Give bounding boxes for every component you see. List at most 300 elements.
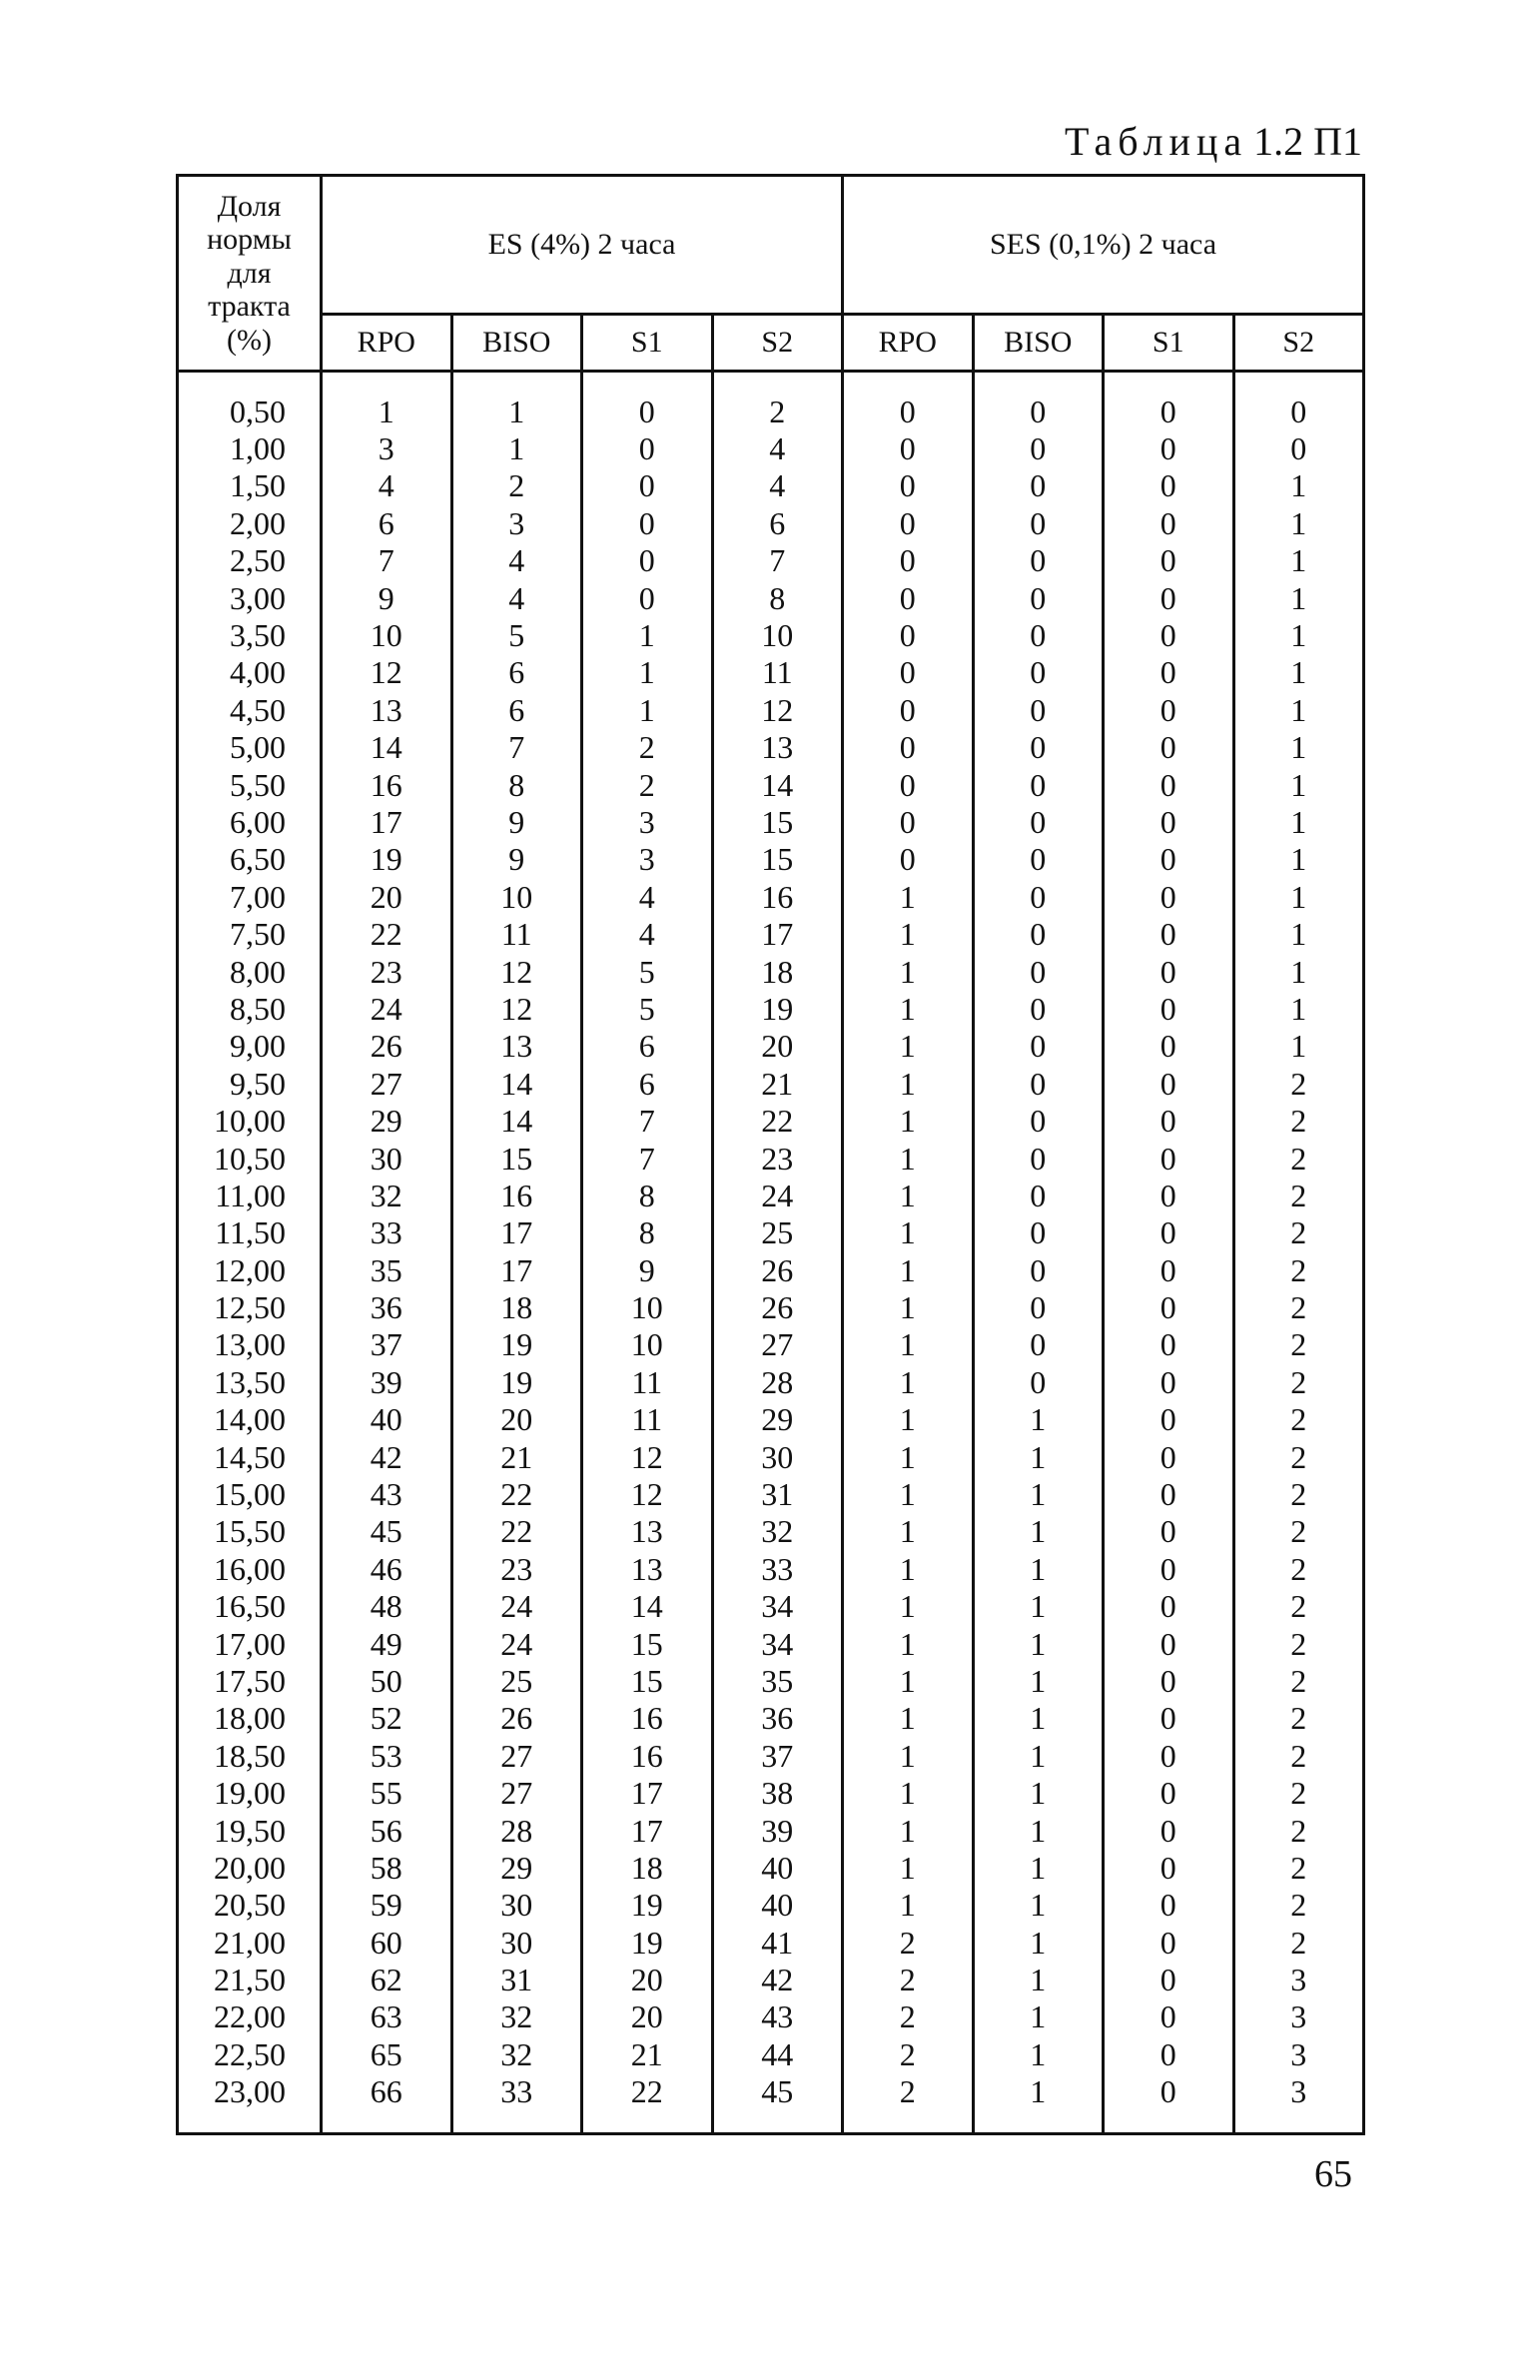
value-cell: 2 <box>1233 1475 1364 1512</box>
value-cell: 2 <box>1233 1924 1364 1961</box>
share-cell: 18,50 <box>178 1737 322 1774</box>
value-cell: 2 <box>1233 1288 1364 1325</box>
row-head-line: для <box>227 256 272 290</box>
value-cell: 17 <box>451 1251 582 1288</box>
share-cell: 15,00 <box>178 1475 322 1512</box>
value-cell: 1 <box>843 878 974 915</box>
value-cell: 14 <box>451 1065 582 1102</box>
table-row <box>178 1363 1364 1400</box>
value-cell: 15 <box>582 1662 713 1699</box>
value-cell: 1 <box>1233 729 1364 766</box>
value-cell: 1 <box>843 1214 974 1251</box>
value-cell: 1 <box>843 1438 974 1475</box>
value-cell: 0 <box>1104 1177 1234 1213</box>
value-cell: 16 <box>582 1737 713 1774</box>
value-cell: 0 <box>582 467 713 504</box>
value-cell: 50 <box>322 1662 452 1699</box>
value-cell: 2 <box>1233 1774 1364 1811</box>
value-cell: 0 <box>843 579 974 616</box>
value-cell: 2 <box>1233 1625 1364 1662</box>
table-row <box>178 990 1364 1027</box>
value-cell: 1 <box>843 1737 974 1774</box>
value-cell: 0 <box>1104 990 1234 1027</box>
value-cell: 10 <box>582 1288 713 1325</box>
value-cell: 1 <box>973 1887 1104 1924</box>
value-cell: 0 <box>1104 915 1234 952</box>
value-cell: 2 <box>1233 1326 1364 1363</box>
share-cell: 14,00 <box>178 1401 322 1438</box>
value-cell: 2 <box>1233 1401 1364 1438</box>
value-cell: 63 <box>322 1998 452 2035</box>
share-cell: 3,00 <box>178 579 322 616</box>
value-cell: 3 <box>1233 1998 1364 2035</box>
value-cell: 28 <box>712 1363 843 1400</box>
value-cell: 32 <box>712 1513 843 1550</box>
value-cell: 1 <box>1233 1028 1364 1065</box>
value-cell: 2 <box>843 2073 974 2110</box>
share-cell: 13,00 <box>178 1326 322 1363</box>
value-cell: 0 <box>1104 579 1234 616</box>
value-cell: 11 <box>582 1363 713 1400</box>
row-head-line: нормы <box>207 223 292 257</box>
value-cell: 1 <box>843 1028 974 1065</box>
value-cell: 1 <box>973 1774 1104 1811</box>
table-row <box>178 1326 1364 1363</box>
value-cell: 13 <box>712 729 843 766</box>
value-cell: 39 <box>322 1363 452 1400</box>
value-cell: 1 <box>843 1140 974 1177</box>
value-cell: 20 <box>582 1961 713 1997</box>
value-cell: 2 <box>582 766 713 803</box>
table-row <box>178 1737 1364 1774</box>
value-cell: 0 <box>973 1326 1104 1363</box>
value-cell: 0 <box>1104 1887 1234 1924</box>
value-cell: 0 <box>843 542 974 579</box>
value-cell: 1 <box>973 1550 1104 1587</box>
table-row <box>178 1177 1364 1213</box>
value-cell: 1 <box>973 1849 1104 1886</box>
value-cell: 0 <box>582 393 713 429</box>
table-row <box>178 1140 1364 1177</box>
table-row <box>178 504 1364 541</box>
value-cell: 1 <box>1233 990 1364 1027</box>
value-cell: 14 <box>582 1588 713 1625</box>
value-cell: 35 <box>712 1662 843 1699</box>
value-cell: 0 <box>1104 691 1234 728</box>
value-cell: 1 <box>1233 691 1364 728</box>
value-cell: 1 <box>973 1625 1104 1662</box>
value-cell: 0 <box>1233 429 1364 466</box>
value-cell: 27 <box>451 1774 582 1811</box>
value-cell: 2 <box>1233 1513 1364 1550</box>
value-cell: 0 <box>973 878 1104 915</box>
table-row <box>178 1961 1364 1997</box>
value-cell: 0 <box>1104 1102 1234 1139</box>
value-cell: 8 <box>451 766 582 803</box>
value-cell: 2 <box>1233 1177 1364 1213</box>
value-cell: 0 <box>973 915 1104 952</box>
value-cell: 20 <box>712 1028 843 1065</box>
value-cell: 26 <box>712 1251 843 1288</box>
value-cell: 2 <box>1233 1140 1364 1177</box>
value-cell: 31 <box>451 1961 582 1997</box>
value-cell: 1 <box>1233 803 1364 840</box>
value-cell: 23 <box>322 953 452 990</box>
value-cell: 29 <box>322 1102 452 1139</box>
table-caption <box>1065 118 1362 165</box>
value-cell: 36 <box>712 1700 843 1737</box>
value-cell: 0 <box>973 691 1104 728</box>
value-cell: 62 <box>322 1961 452 1997</box>
value-cell: 17 <box>322 803 452 840</box>
share-cell: 23,00 <box>178 2073 322 2110</box>
value-cell: 0 <box>1104 1513 1234 1550</box>
share-cell: 22,00 <box>178 1998 322 2035</box>
value-cell: 0 <box>973 841 1104 878</box>
value-cell: 12 <box>582 1438 713 1475</box>
value-cell: 2 <box>712 393 843 429</box>
table-row <box>178 1625 1364 1662</box>
value-cell: 6 <box>712 504 843 541</box>
value-cell: 1 <box>843 1662 974 1699</box>
value-cell: 42 <box>322 1438 452 1475</box>
value-cell: 1 <box>843 1513 974 1550</box>
value-cell: 0 <box>843 429 974 466</box>
value-cell: 2 <box>843 2035 974 2072</box>
value-cell: 46 <box>322 1550 452 1587</box>
value-cell: 12 <box>451 990 582 1027</box>
value-cell: 0 <box>843 654 974 691</box>
value-cell: 1 <box>973 1438 1104 1475</box>
row-header-cell <box>178 176 322 372</box>
table-row <box>178 429 1364 466</box>
value-cell: 0 <box>843 616 974 653</box>
value-cell: 2 <box>1233 1887 1364 1924</box>
value-cell: 0 <box>973 1177 1104 1213</box>
value-cell: 0 <box>973 393 1104 429</box>
table-row <box>178 1588 1364 1625</box>
value-cell: 1 <box>843 1401 974 1438</box>
value-cell: 24 <box>712 1177 843 1213</box>
value-cell: 15 <box>712 803 843 840</box>
share-cell: 18,00 <box>178 1700 322 1737</box>
value-cell: 1 <box>1233 542 1364 579</box>
value-cell: 1 <box>843 1849 974 1886</box>
value-cell: 37 <box>322 1326 452 1363</box>
value-cell: 0 <box>1104 1924 1234 1961</box>
table-row <box>178 2073 1364 2110</box>
table-row <box>178 1065 1364 1102</box>
share-cell: 8,00 <box>178 953 322 990</box>
share-cell: 12,50 <box>178 1288 322 1325</box>
table-row <box>178 953 1364 990</box>
value-cell: 7 <box>451 729 582 766</box>
value-cell: 0 <box>973 504 1104 541</box>
value-cell: 0 <box>843 729 974 766</box>
value-cell: 30 <box>451 1924 582 1961</box>
value-cell: 2 <box>1233 1588 1364 1625</box>
value-cell: 30 <box>712 1438 843 1475</box>
value-cell: 13 <box>451 1028 582 1065</box>
value-cell: 1 <box>843 1550 974 1587</box>
column-header: S1 <box>1104 315 1234 372</box>
table-row <box>178 1700 1364 1737</box>
value-cell: 6 <box>451 691 582 728</box>
value-cell: 40 <box>712 1887 843 1924</box>
table-row <box>178 467 1364 504</box>
value-cell: 23 <box>712 1140 843 1177</box>
share-cell: 2,00 <box>178 504 322 541</box>
table-row <box>178 1475 1364 1512</box>
value-cell: 2 <box>1233 1102 1364 1139</box>
value-cell: 0 <box>1104 1288 1234 1325</box>
value-cell: 65 <box>322 2035 452 2072</box>
value-cell: 2 <box>1233 1438 1364 1475</box>
value-cell: 1 <box>1233 467 1364 504</box>
value-cell: 3 <box>1233 2073 1364 2110</box>
value-cell: 1 <box>973 1924 1104 1961</box>
share-cell: 16,50 <box>178 1588 322 1625</box>
data-table <box>176 174 1365 2135</box>
value-cell: 0 <box>973 1288 1104 1325</box>
value-cell: 0 <box>1104 1401 1234 1438</box>
value-cell: 19 <box>582 1887 713 1924</box>
value-cell: 1 <box>582 616 713 653</box>
value-cell: 0 <box>1104 1140 1234 1177</box>
table-row <box>178 1214 1364 1251</box>
value-cell: 19 <box>451 1326 582 1363</box>
value-cell: 1 <box>843 990 974 1027</box>
share-cell: 19,00 <box>178 1774 322 1811</box>
share-cell: 21,50 <box>178 1961 322 1997</box>
table-row <box>178 1251 1364 1288</box>
value-cell: 34 <box>712 1625 843 1662</box>
table-row <box>178 654 1364 691</box>
share-cell: 10,00 <box>178 1102 322 1139</box>
value-cell: 2 <box>1233 1662 1364 1699</box>
value-cell: 9 <box>451 841 582 878</box>
value-cell: 0 <box>843 766 974 803</box>
table-row <box>178 393 1364 429</box>
value-cell: 5 <box>582 953 713 990</box>
value-cell: 18 <box>582 1849 713 1886</box>
value-cell: 1 <box>843 1625 974 1662</box>
table-row <box>178 1288 1364 1325</box>
value-cell: 1 <box>451 429 582 466</box>
value-cell: 34 <box>712 1588 843 1625</box>
table-row <box>178 1924 1364 1961</box>
value-cell: 12 <box>322 654 452 691</box>
value-cell: 2 <box>1233 1251 1364 1288</box>
value-cell: 2 <box>843 1998 974 2035</box>
table-row <box>178 803 1364 840</box>
value-cell: 0 <box>973 1065 1104 1102</box>
table-row <box>178 729 1364 766</box>
value-cell: 0 <box>973 1214 1104 1251</box>
value-cell: 1 <box>1233 766 1364 803</box>
value-cell: 18 <box>712 953 843 990</box>
spacer-row <box>178 372 1364 394</box>
value-cell: 13 <box>582 1550 713 1587</box>
value-cell: 1 <box>973 1475 1104 1512</box>
value-cell: 0 <box>1104 429 1234 466</box>
value-cell: 20 <box>582 1998 713 2035</box>
share-cell: 1,00 <box>178 429 322 466</box>
value-cell: 1 <box>973 1998 1104 2035</box>
value-cell: 18 <box>451 1288 582 1325</box>
table-row <box>178 579 1364 616</box>
share-cell: 20,50 <box>178 1887 322 1924</box>
value-cell: 1 <box>322 393 452 429</box>
value-cell: 0 <box>582 542 713 579</box>
value-cell: 2 <box>451 467 582 504</box>
value-cell: 0 <box>1104 1662 1234 1699</box>
value-cell: 1 <box>843 1812 974 1849</box>
value-cell: 1 <box>843 1475 974 1512</box>
value-cell: 37 <box>712 1737 843 1774</box>
table-row <box>178 1550 1364 1587</box>
value-cell: 1 <box>973 2073 1104 2110</box>
value-cell: 0 <box>1104 654 1234 691</box>
value-cell: 1 <box>1233 841 1364 878</box>
table-row <box>178 766 1364 803</box>
row-head-line: тракта <box>208 290 291 324</box>
value-cell: 0 <box>1104 1998 1234 2035</box>
value-cell: 0 <box>1104 841 1234 878</box>
table-row <box>178 1774 1364 1811</box>
value-cell: 27 <box>712 1326 843 1363</box>
share-cell: 5,00 <box>178 729 322 766</box>
value-cell: 3 <box>322 429 452 466</box>
value-cell: 13 <box>582 1513 713 1550</box>
value-cell: 0 <box>1104 953 1234 990</box>
value-cell: 9 <box>451 803 582 840</box>
value-cell: 1 <box>973 1737 1104 1774</box>
caption-word: Таблица <box>1065 119 1248 164</box>
value-cell: 45 <box>712 2073 843 2110</box>
table-row <box>178 1513 1364 1550</box>
column-header: RPO <box>322 315 452 372</box>
share-cell: 15,50 <box>178 1513 322 1550</box>
table-row <box>178 841 1364 878</box>
value-cell: 24 <box>451 1588 582 1625</box>
table-row <box>178 915 1364 952</box>
value-cell: 22 <box>451 1513 582 1550</box>
value-cell: 41 <box>712 1924 843 1961</box>
share-cell: 21,00 <box>178 1924 322 1961</box>
value-cell: 1 <box>843 1887 974 1924</box>
value-cell: 0 <box>1104 1251 1234 1288</box>
value-cell: 5 <box>451 616 582 653</box>
value-cell: 30 <box>451 1887 582 1924</box>
value-cell: 11 <box>451 915 582 952</box>
value-cell: 49 <box>322 1625 452 1662</box>
value-cell: 0 <box>973 1363 1104 1400</box>
share-cell: 19,50 <box>178 1812 322 1849</box>
value-cell: 53 <box>322 1737 452 1774</box>
column-header: S2 <box>712 315 843 372</box>
value-cell: 16 <box>712 878 843 915</box>
value-cell: 0 <box>973 542 1104 579</box>
value-cell: 21 <box>712 1065 843 1102</box>
value-cell: 1 <box>1233 579 1364 616</box>
value-cell: 28 <box>451 1812 582 1849</box>
table-body <box>178 372 1364 2134</box>
share-cell: 9,00 <box>178 1028 322 1065</box>
value-cell: 0 <box>843 691 974 728</box>
share-cell: 2,50 <box>178 542 322 579</box>
value-cell: 3 <box>1233 2035 1364 2072</box>
value-cell: 6 <box>322 504 452 541</box>
value-cell: 1 <box>1233 915 1364 952</box>
value-cell: 0 <box>843 803 974 840</box>
value-cell: 1 <box>843 915 974 952</box>
value-cell: 27 <box>322 1065 452 1102</box>
table-row <box>178 1438 1364 1475</box>
value-cell: 15 <box>582 1625 713 1662</box>
value-cell: 0 <box>1104 1363 1234 1400</box>
value-cell: 42 <box>712 1961 843 1997</box>
value-cell: 1 <box>582 691 713 728</box>
value-cell: 19 <box>712 990 843 1027</box>
value-cell: 0 <box>1104 1737 1234 1774</box>
value-cell: 0 <box>582 504 713 541</box>
value-cell: 2 <box>843 1961 974 1997</box>
spacer-row <box>178 2110 1364 2134</box>
share-cell: 10,50 <box>178 1140 322 1177</box>
value-cell: 9 <box>322 579 452 616</box>
value-cell: 0 <box>973 616 1104 653</box>
table-row <box>178 542 1364 579</box>
value-cell: 2 <box>1233 1550 1364 1587</box>
value-cell: 0 <box>1104 1550 1234 1587</box>
caption-number: 1.2 П1 <box>1253 119 1362 164</box>
value-cell: 26 <box>322 1028 452 1065</box>
value-cell: 60 <box>322 1924 452 1961</box>
value-cell: 1 <box>843 1326 974 1363</box>
value-cell: 0 <box>1104 1214 1234 1251</box>
value-cell: 4 <box>712 429 843 466</box>
value-cell: 52 <box>322 1700 452 1737</box>
table-row <box>178 878 1364 915</box>
table-row <box>178 691 1364 728</box>
value-cell: 0 <box>973 803 1104 840</box>
value-cell: 0 <box>1104 467 1234 504</box>
group-header-es: ES (4%) 2 часа <box>322 176 843 315</box>
share-cell: 3,50 <box>178 616 322 653</box>
share-cell: 6,00 <box>178 803 322 840</box>
value-cell: 2 <box>1233 1214 1364 1251</box>
value-cell: 1 <box>843 1288 974 1325</box>
share-cell: 20,00 <box>178 1849 322 1886</box>
value-cell: 5 <box>582 990 713 1027</box>
value-cell: 1 <box>843 1065 974 1102</box>
value-cell: 1 <box>973 1513 1104 1550</box>
value-cell: 9 <box>582 1251 713 1288</box>
value-cell: 4 <box>712 467 843 504</box>
value-cell: 1 <box>843 1102 974 1139</box>
value-cell: 4 <box>451 579 582 616</box>
value-cell: 1 <box>843 1177 974 1213</box>
share-cell: 4,50 <box>178 691 322 728</box>
table-row <box>178 1849 1364 1886</box>
value-cell: 6 <box>582 1065 713 1102</box>
column-header: BISO <box>451 315 582 372</box>
value-cell: 19 <box>582 1924 713 1961</box>
share-cell: 12,00 <box>178 1251 322 1288</box>
value-cell: 2 <box>1233 1737 1364 1774</box>
value-cell: 19 <box>322 841 452 878</box>
